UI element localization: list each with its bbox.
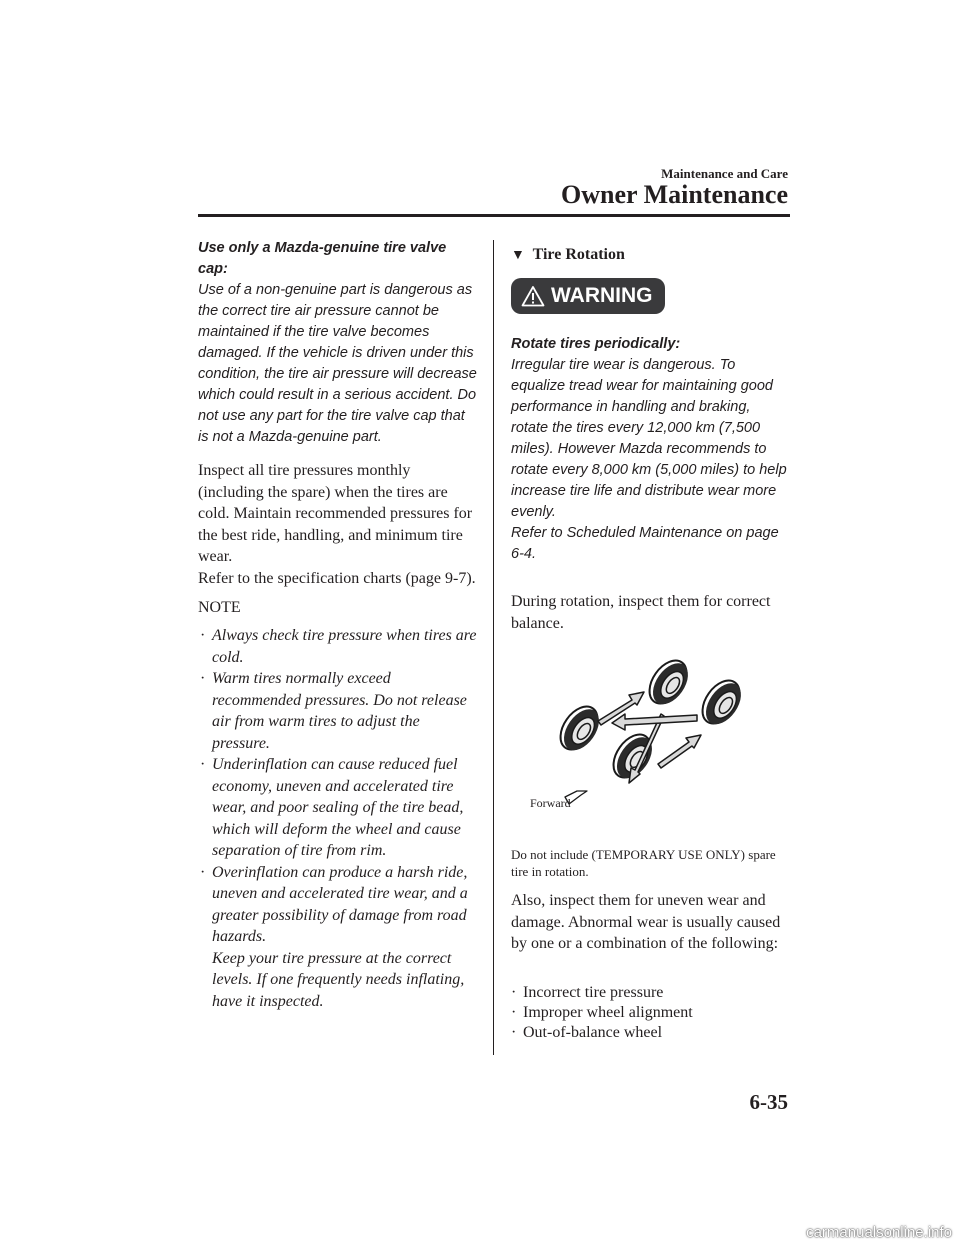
rotation-warning-heading: Rotate tires periodically: <box>511 336 681 352</box>
section-heading <box>511 246 791 264</box>
tire-icon <box>553 700 607 758</box>
spec-chart-reference: Refer to the specification charts (page 9-7). <box>198 569 476 587</box>
abnormal-wear-paragraph: Also, inspect them for uneven wear and damage. Abnormal wear is usually caused by one or a combination of the following: <box>511 892 781 952</box>
left-column <box>198 238 478 1012</box>
rotation-warning-body: Irregular tire wear is dangerous. To equalize tread wear for maintaining good performance in handling and braking, rotate the tires every 12,000 km (7,500 miles). However Mazda recommends to rotate every 8,000 km (5,000 miles) to help increase tire life and distribute wear more evenly. <box>511 357 787 520</box>
list-item: · Incorrect tire pressure <box>511 983 791 1003</box>
tire-rotation-diagram <box>511 652 791 842</box>
warning-badge <box>511 278 665 314</box>
column-divider <box>493 240 494 1055</box>
note-item: · Always check tire pressure when tires are cold. <box>198 625 478 668</box>
chapter-subtitle: Maintenance and Care <box>661 166 788 181</box>
warning-triangle-icon <box>521 285 545 307</box>
wear-cause-list <box>511 983 791 1043</box>
spare-tire-caption: Do not include (TEMPORARY USE ONLY) spare tire in rotation. <box>511 847 776 879</box>
note-text: Overinflation can produce a harsh ride, uneven and accelerated tire wear, and a greater possibility of damage from road hazards. <box>212 863 468 945</box>
scheduled-maintenance-reference: Refer to Scheduled Maintenance on page 6-4. <box>511 525 779 562</box>
list-item: · Improper wheel alignment <box>511 1003 791 1023</box>
rotation-illustration <box>511 652 791 842</box>
tire-icon <box>695 674 749 732</box>
note-label: NOTE <box>198 599 241 616</box>
inspect-pressure-paragraph: Inspect all tire pressures monthly (including the spare) when the tires are cold. Maintain recommended pressures for the best ride, handling, and minimum tire wear. <box>198 462 473 565</box>
arrow-icon <box>658 735 701 768</box>
page-title: Owner Maintenance <box>561 180 788 209</box>
list-item: · Out-of-balance wheel <box>511 1023 791 1043</box>
page-number: 6-35 <box>749 1090 788 1114</box>
site-watermark: carmanualsonline.info <box>806 1224 952 1241</box>
tire-icon <box>642 654 696 712</box>
right-column <box>511 246 791 1043</box>
header-rule <box>198 214 790 217</box>
valve-cap-warning-body: Use of a non-genuine part is dangerous as the correct tire air pressure cannot be maintained if the tire valve becomes damaged. If the vehicle is driven under this condition, the tire air pressure will decrease which could result in a serious accident. Do not use any part for the tire valve cap that is not a Mazda-genuine part. <box>198 282 477 445</box>
note-text-continued: Keep your tire pressure at the correct levels. If one frequently needs inflating, have it inspected. <box>212 949 465 1010</box>
warning-label: WARNING <box>551 284 653 307</box>
note-item <box>198 862 478 1013</box>
note-list <box>198 625 478 1012</box>
section-marker-icon: ▼ <box>511 248 525 263</box>
valve-cap-warning-heading: Use only a Mazda-genuine tire valve cap: <box>198 240 447 277</box>
forward-label: Forward <box>530 796 571 810</box>
rotation-balance-paragraph: During rotation, inspect them for correct balance. <box>511 593 771 632</box>
section-title: Tire Rotation <box>532 246 625 263</box>
note-item: · Warm tires normally exceed recommended pressures. Do not release air from warm tires to adjust the pressure. <box>198 668 478 754</box>
note-item: · Underinflation can cause reduced fuel economy, uneven and accelerated tire wear, and poor sealing of the tire bead, which will deform the wheel and cause separation of tire from rim. <box>198 754 478 862</box>
